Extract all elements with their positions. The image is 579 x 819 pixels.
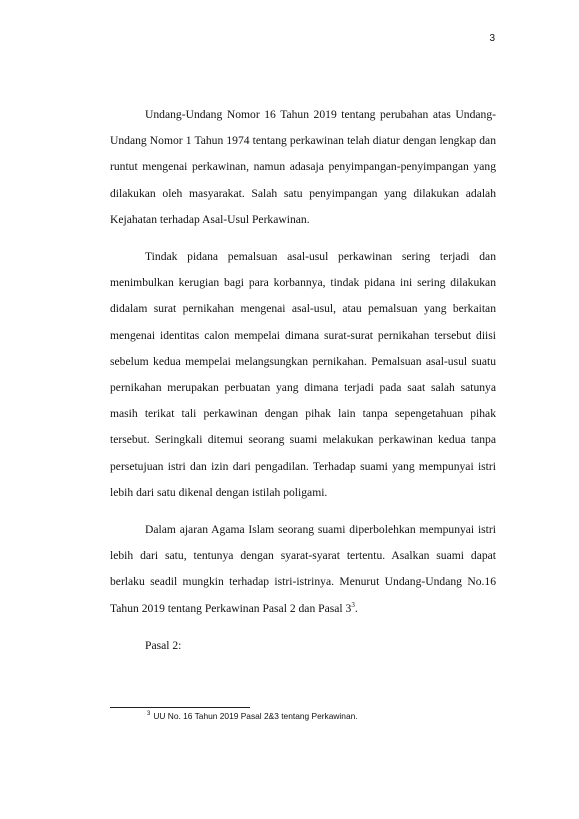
footnote-divider (110, 707, 250, 708)
footnote-reference[interactable]: 3 (351, 600, 355, 609)
footnote (147, 711, 358, 721)
page-number: 3 (489, 33, 495, 44)
paragraph-3-text: Dalam ajaran Agama Islam seorang suami diperbolehkan mempunyai istri lebih dari satu, tentunya dengan syarat-syarat tertentu. Asalkan suami dapat berlaku seadil mungkin terhadap istri-istrinya. Menurut Undang-Undang No.16 Tahun 2019 tentang Perkawinan Pasal 2 dan Pasal 3 (110, 523, 496, 615)
paragraph-2: Tindak pidana pemalsuan asal-usul perkawinan sering terjadi dan menimbulkan kerugian bagi para korbannya, tindak pidana ini sering dilakukan didalam surat pernikahan mengenai asal-usul, atau pemalsuan yang berkaitan mengenai identitas calon mempelai dimana surat-surat pernikahan tersebut diisi sebelum kedua mempelai melangsungkan pernikahan. Pemalsuan asal-usul suatu pernikahan merupakan perbuatan yang dimana terjadi pada saat salah satunya masih terikat tali perkawinan dengan pihak lain tanpa sepengetahuan pihak tersebut. Seringkali ditemui seorang suami melakukan perkawinan kedua tanpa persetujuan istri dan izin dari pengadilan. Terhadap suami yang mempunyai istri lebih dari satu dikenal dengan istilah poligami. (110, 250, 496, 499)
footnote-number: 3 (147, 711, 151, 718)
paragraph-1: Undang-Undang Nomor 16 Tahun 2019 tentang perubahan atas Undang-Undang Nomor 1 Tahun 1974 tentang perkawinan telah diatur dengan lengkap dan runtut mengenai perkawinan, namun adasaja penyimpangan-penyimpangan yang dilakukan oleh masyarakat. Salah satu penyimpangan yang dilakukan adalah Kejahatan terhadap Asal-Usul Perkawinan. (110, 108, 496, 226)
body-text (110, 102, 496, 659)
paragraph-3-end: . (354, 601, 358, 615)
footnote-text: UU No. 16 Tahun 2019 Pasal 2&3 tentang Perkawinan. (153, 711, 358, 721)
paragraph-4: Pasal 2: (145, 638, 182, 652)
paragraph-3 (110, 517, 496, 622)
